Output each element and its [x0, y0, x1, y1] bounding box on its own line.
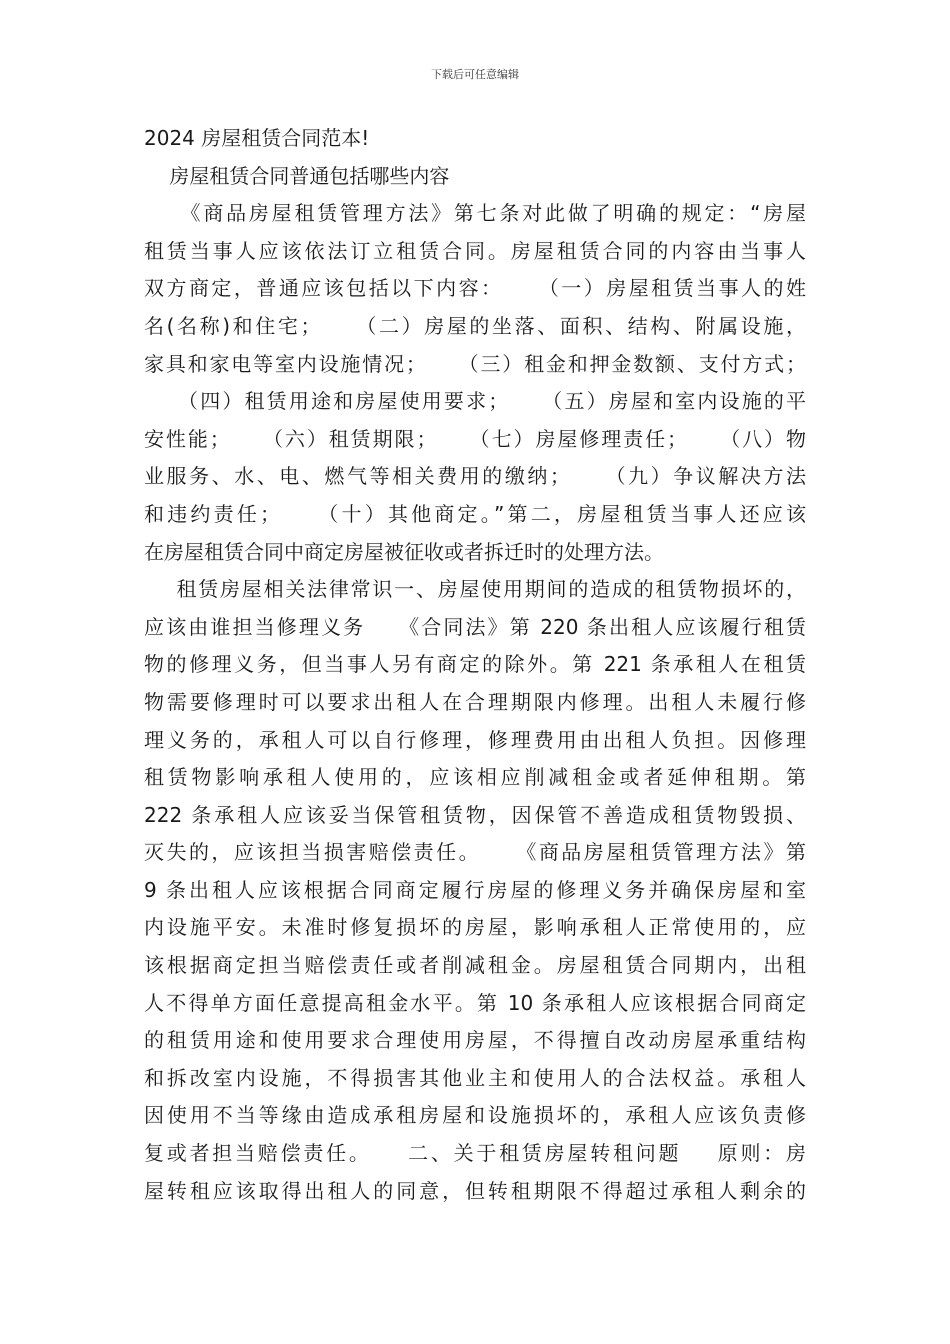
paragraph-line: 双方商定，普通应该包括以下内容： （一）房屋租赁当事人的姓 — [144, 276, 806, 301]
paragraph-line: 应该由谁担当修理义务 《合同法》第 220 条出租人应该履行租赁 — [144, 614, 806, 639]
paragraph-line: 9 条出租人应该根据合同商定履行房屋的修理义务并确保房屋和室 — [144, 877, 806, 902]
header-note: 下载后可任意编辑 — [431, 68, 519, 81]
document-title: 2024 房屋租赁合同范本! — [144, 126, 370, 150]
paragraph-line: 和拆改室内设施，不得损害其他业主和使用人的合法权益。承租人 — [144, 1065, 806, 1090]
paragraph-line: 理义务的，承租人可以自行修理，修理费用由出租人负担。因修理 — [144, 727, 806, 752]
paragraph-line: 在房屋租赁合同中商定房屋被征收或者拆迁时的处理方法。 — [144, 539, 664, 564]
paragraph-line: 租赁房屋相关法律常识一、房屋使用期间的造成的租赁物损坏的， — [144, 577, 806, 602]
paragraph-line: 安性能； （六）租赁期限； （七）房屋修理责任； （八）物 — [144, 426, 806, 451]
paragraph-line: 物的修理义务，但当事人另有商定的除外。第 221 条承租人在租赁 — [144, 652, 806, 677]
paragraph-line: 因使用不当等缘由造成承租房屋和设施损坏的，承租人应该负责修 — [144, 1103, 806, 1128]
paragraph-line: 人不得单方面任意提高租金水平。第 10 条承租人应该根据合同商定 — [144, 990, 806, 1015]
paragraph-line: 222 条承租人应该妥当保管租赁物，因保管不善造成租赁物毁损、 — [144, 802, 806, 827]
paragraph-line: 复或者担当赔偿责任。 二、关于租赁房屋转租问题 原则：房 — [144, 1141, 806, 1166]
paragraph-line: 租赁物影响承租人使用的，应该相应削减租金或者延伸租期。第 — [144, 765, 806, 790]
paragraph-line: 租赁当事人应该依法订立租赁合同。房屋租赁合同的内容由当事人 — [144, 238, 806, 263]
paragraph-line: 内设施平安。未准时修复损坏的房屋，影响承租人正常使用的，应 — [144, 915, 806, 940]
paragraph-line: （四）租赁用途和房屋使用要求； （五）房屋和室内设施的平 — [144, 389, 806, 414]
section-heading: 房屋租赁合同普通包括哪些内容 — [144, 163, 450, 188]
paragraph-line: 名(名称)和住宅； （二）房屋的坐落、面积、结构、附属设施， — [144, 313, 806, 338]
paragraph-line: 《商品房屋租赁管理方法》第七条对此做了明确的规定：“房屋 — [144, 201, 806, 226]
paragraph-line: 家具和家电等室内设施情况； （三）租金和押金数额、支付方式； — [144, 351, 806, 376]
document-body — [144, 120, 806, 1210]
paragraph-line: 的租赁用途和使用要求合理使用房屋，不得擅自改动房屋承重结构 — [144, 1028, 806, 1053]
paragraph-line: 该根据商定担当赔偿责任或者削减租金。房屋租赁合同期内，出租 — [144, 953, 806, 978]
paragraph-line: 灭失的，应该担当损害赔偿责任。 《商品房屋租赁管理方法》第 — [144, 840, 806, 865]
paragraph-line: 业服务、水、电、燃气等相关费用的缴纳； （九）争议解决方法 — [144, 464, 806, 489]
paragraph-line: 屋转租应该取得出租人的同意，但转租期限不得超过承租人剩余的 — [144, 1178, 806, 1203]
paragraph-line: 物需要修理时可以要求出租人在合理期限内修理。出租人未履行修 — [144, 689, 806, 714]
paragraph-line: 和违约责任； （十）其他商定。”第二，房屋租赁当事人还应该 — [144, 501, 806, 526]
